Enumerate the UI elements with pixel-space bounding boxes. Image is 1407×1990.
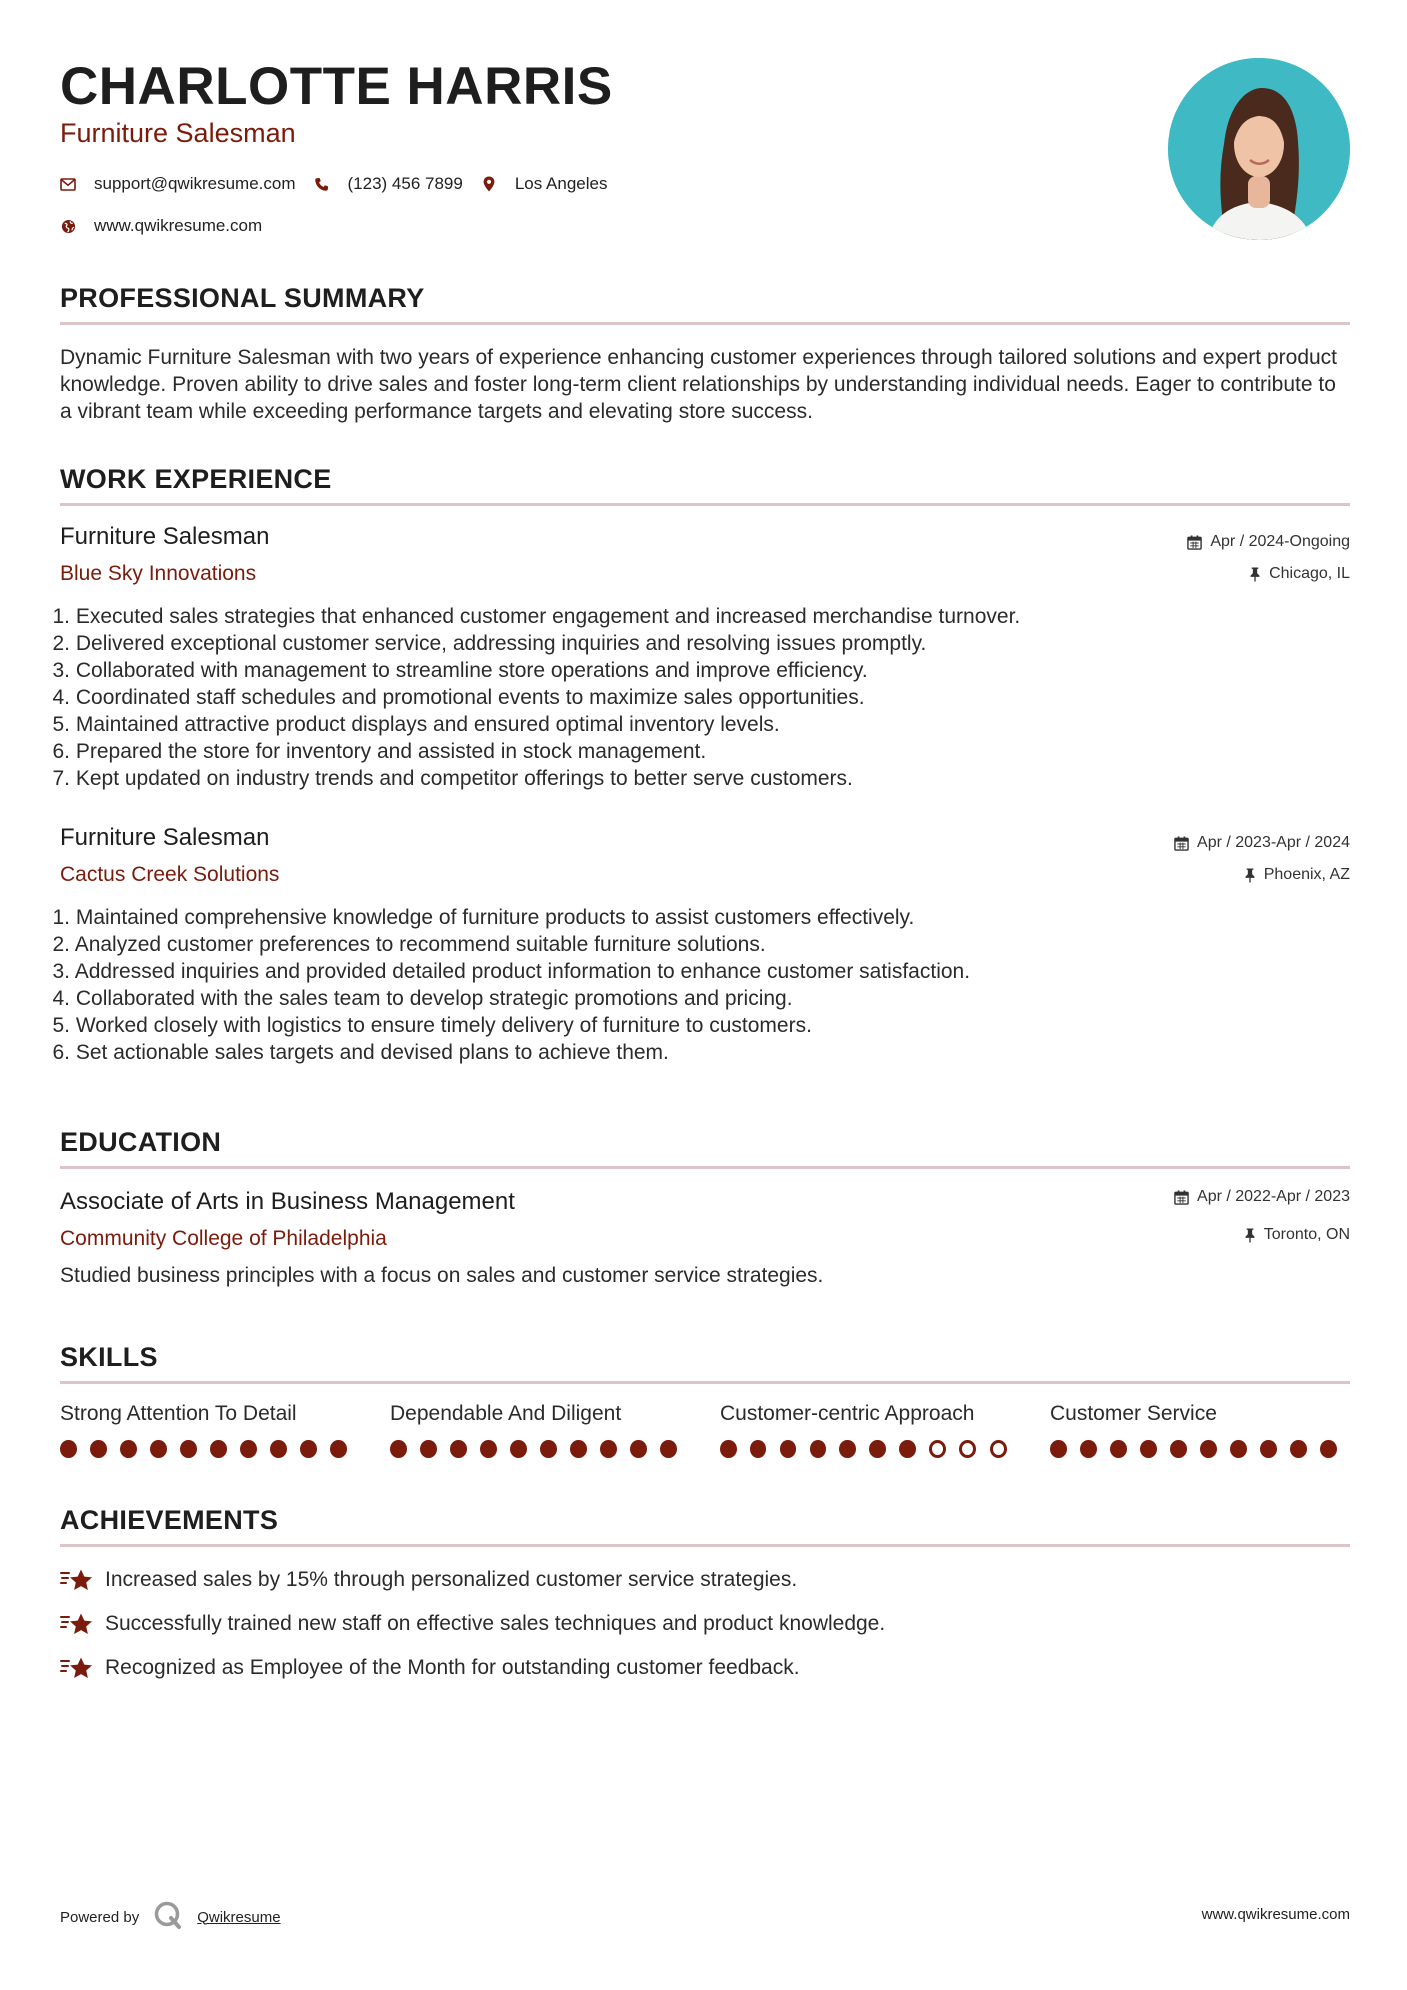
achievement-text: Increased sales by 15% through personalized customer service strategies. [105,1568,798,1591]
skill-dot-filled [300,1440,317,1458]
skill-name: Dependable And Diligent [390,1402,622,1425]
achievements-divider [60,1544,1350,1547]
powered-by-label: Powered by [60,1908,140,1926]
footer-url[interactable]: www.qwikresume.com [1201,1906,1350,1923]
duty-item: 2. Analyzed customer preferences to recommend suitable furniture solutions. [52,933,766,956]
skill-dot-filled [1080,1440,1097,1458]
experience-heading: WORK EXPERIENCE [60,464,332,494]
skill-dot-filled [869,1440,886,1458]
summary-text: Dynamic Furniture Salesman with two years of experience enhancing customer experiences through tailored solutions and expert product knowledge. Proven ability to drive sales and foster long-term client relationships by understanding individual needs. Eager to contribute to a vibrant team while exceeding performance targets and elevating store success. [60,346,1338,423]
school-name: Community College of Philadelphia [60,1227,387,1250]
skill-dot-empty [959,1440,976,1458]
skill-rating [60,1440,360,1458]
phone-text[interactable]: (123) 456 7899 [347,174,463,193]
pushpin-icon [1244,1228,1256,1243]
skill-dot-filled [60,1440,77,1458]
location-text: Los Angeles [514,174,608,193]
achievement-item [60,1609,885,1639]
skill-dot-filled [390,1440,407,1458]
education-dates-text: Apr / 2022-Apr / 2023 [1197,1188,1350,1205]
website-text[interactable]: www.qwikresume.com [94,216,263,235]
job-company: Cactus Creek Solutions [60,863,280,886]
education-divider [60,1166,1350,1169]
skill-dot-filled [750,1440,767,1458]
duty-item: 3. Addressed inquiries and provided detailed product information to enhance customer satisfaction. [52,960,971,983]
skill-dot-filled [660,1440,677,1458]
skill-dot-filled [780,1440,797,1458]
skill-name: Customer Service [1050,1402,1217,1425]
job-location [1249,565,1350,583]
summary-divider [60,322,1350,325]
education-dates [1174,1188,1350,1206]
skill-dot-filled [480,1440,497,1458]
job-location [1244,866,1350,884]
education-description: Studied business principles with a focus on sales and customer service strategies. [60,1264,824,1287]
duty-item: 6. Set actionable sales targets and devised plans to achieve them. [52,1041,669,1064]
star-icon [60,1612,94,1636]
skill-dot-filled [510,1440,527,1458]
skill-item [60,1402,360,1458]
skill-dot-filled [1140,1440,1157,1458]
experience-divider [60,503,1350,506]
duty-item: 1. Maintained comprehensive knowledge of furniture products to assist customers effectively. [52,906,915,929]
skill-dot-filled [1110,1440,1127,1458]
duty-item: 3. Collaborated with management to streamline store operations and improve efficiency. [52,659,868,682]
duty-item: 4. Collaborated with the sales team to develop strategic promotions and pricing. [52,987,793,1010]
calendar-icon [1174,1190,1189,1205]
skill-dot-filled [540,1440,557,1458]
footer-powered-by [60,1900,281,1934]
star-icon [60,1656,94,1680]
skill-rating [720,1440,1020,1458]
degree-title: Associate of Arts in Business Management [60,1188,515,1215]
job-company: Blue Sky Innovations [60,562,257,585]
qwikresume-link[interactable]: Qwikresume [197,1908,281,1926]
globe-icon [60,218,76,234]
duty-item: 1. Executed sales strategies that enhanced customer engagement and increased merchandise turnover. [52,605,1021,628]
pushpin-icon [1249,567,1261,582]
skill-dot-filled [120,1440,137,1458]
skill-rating [390,1440,690,1458]
skill-dot-filled [1290,1440,1307,1458]
duty-item: 7. Kept updated on industry trends and competitor offerings to better serve customers. [52,767,853,790]
candidate-title: Furniture Salesman [60,118,296,148]
duty-item: 6. Prepared the store for inventory and assisted in stock management. [52,740,707,763]
email-text[interactable]: support@qwikresume.com [94,174,296,193]
skill-dot-filled [180,1440,197,1458]
job-title: Furniture Salesman [60,523,270,550]
skill-dot-filled [330,1440,347,1458]
education-location [1244,1226,1350,1244]
skill-dot-empty [990,1440,1007,1458]
skills-heading: SKILLS [60,1342,158,1372]
star-icon [60,1568,94,1592]
skill-name: Customer-centric Approach [720,1402,975,1425]
duty-item: 5. Maintained attractive product displays and ensured optimal inventory levels. [52,713,780,736]
skill-dot-filled [1200,1440,1217,1458]
calendar-icon [1174,836,1189,851]
job-title: Furniture Salesman [60,824,270,851]
calendar-icon [1187,535,1202,550]
skill-item [1050,1402,1350,1458]
skill-dot-filled [1230,1440,1247,1458]
job-location-text: Phoenix, AZ [1263,866,1350,883]
skill-dot-filled [1320,1440,1337,1458]
skill-dot-filled [720,1440,737,1458]
website-row [60,213,280,239]
phone-icon [314,176,330,192]
skill-dot-filled [450,1440,467,1458]
education-heading: EDUCATION [60,1127,222,1157]
skill-dot-filled [570,1440,587,1458]
job-dates-text: Apr / 2024-Ongoing [1210,533,1350,550]
map-pin-icon [481,176,497,192]
job-duties [52,603,1021,792]
candidate-name: CHARLOTTE HARRIS [60,57,613,116]
skill-rating [1050,1440,1350,1458]
skill-dot-filled [150,1440,167,1458]
skill-dot-filled [420,1440,437,1458]
duty-item: 2. Delivered exceptional customer service, addressing inquiries and resolving issues promptly. [52,632,927,655]
pushpin-icon [1244,868,1256,883]
contact-row [60,171,625,197]
duty-item: 4. Coordinated staff schedules and promotional events to maximize sales opportunities. [52,686,865,709]
job-duties [52,904,971,1066]
job-dates [1187,533,1350,551]
skill-dot-filled [1260,1440,1277,1458]
envelope-icon [60,176,76,192]
skill-dot-filled [630,1440,647,1458]
job-location-text: Chicago, IL [1269,565,1350,582]
skills-divider [60,1381,1350,1384]
skill-dot-filled [270,1440,287,1458]
achievement-text: Successfully trained new staff on effective sales techniques and product knowledge. [105,1612,886,1635]
achievement-text: Recognized as Employee of the Month for outstanding customer feedback. [105,1656,800,1679]
skill-dot-filled [1050,1440,1067,1458]
profile-photo [1168,58,1350,240]
education-location-text: Toronto, ON [1263,1226,1350,1243]
skill-dot-empty [929,1440,946,1458]
qwikresume-logo-icon [153,1900,183,1934]
skill-dot-filled [1170,1440,1187,1458]
job-dates [1174,834,1350,852]
duty-item: 5. Worked closely with logistics to ensure timely delivery of furniture to customers. [52,1014,812,1037]
summary-heading: PROFESSIONAL SUMMARY [60,283,425,313]
skill-dot-filled [899,1440,916,1458]
skill-dot-filled [810,1440,827,1458]
skill-item [720,1402,1020,1458]
achievement-item [60,1653,800,1683]
skill-dot-filled [839,1440,856,1458]
skill-dot-filled [600,1440,617,1458]
skill-dot-filled [240,1440,257,1458]
skill-dot-filled [210,1440,227,1458]
skill-item [390,1402,690,1458]
achievements-heading: ACHIEVEMENTS [60,1505,279,1535]
achievement-item [60,1565,797,1595]
skill-name: Strong Attention To Detail [60,1402,297,1425]
job-dates-text: Apr / 2023-Apr / 2024 [1197,834,1350,851]
skill-dot-filled [90,1440,107,1458]
